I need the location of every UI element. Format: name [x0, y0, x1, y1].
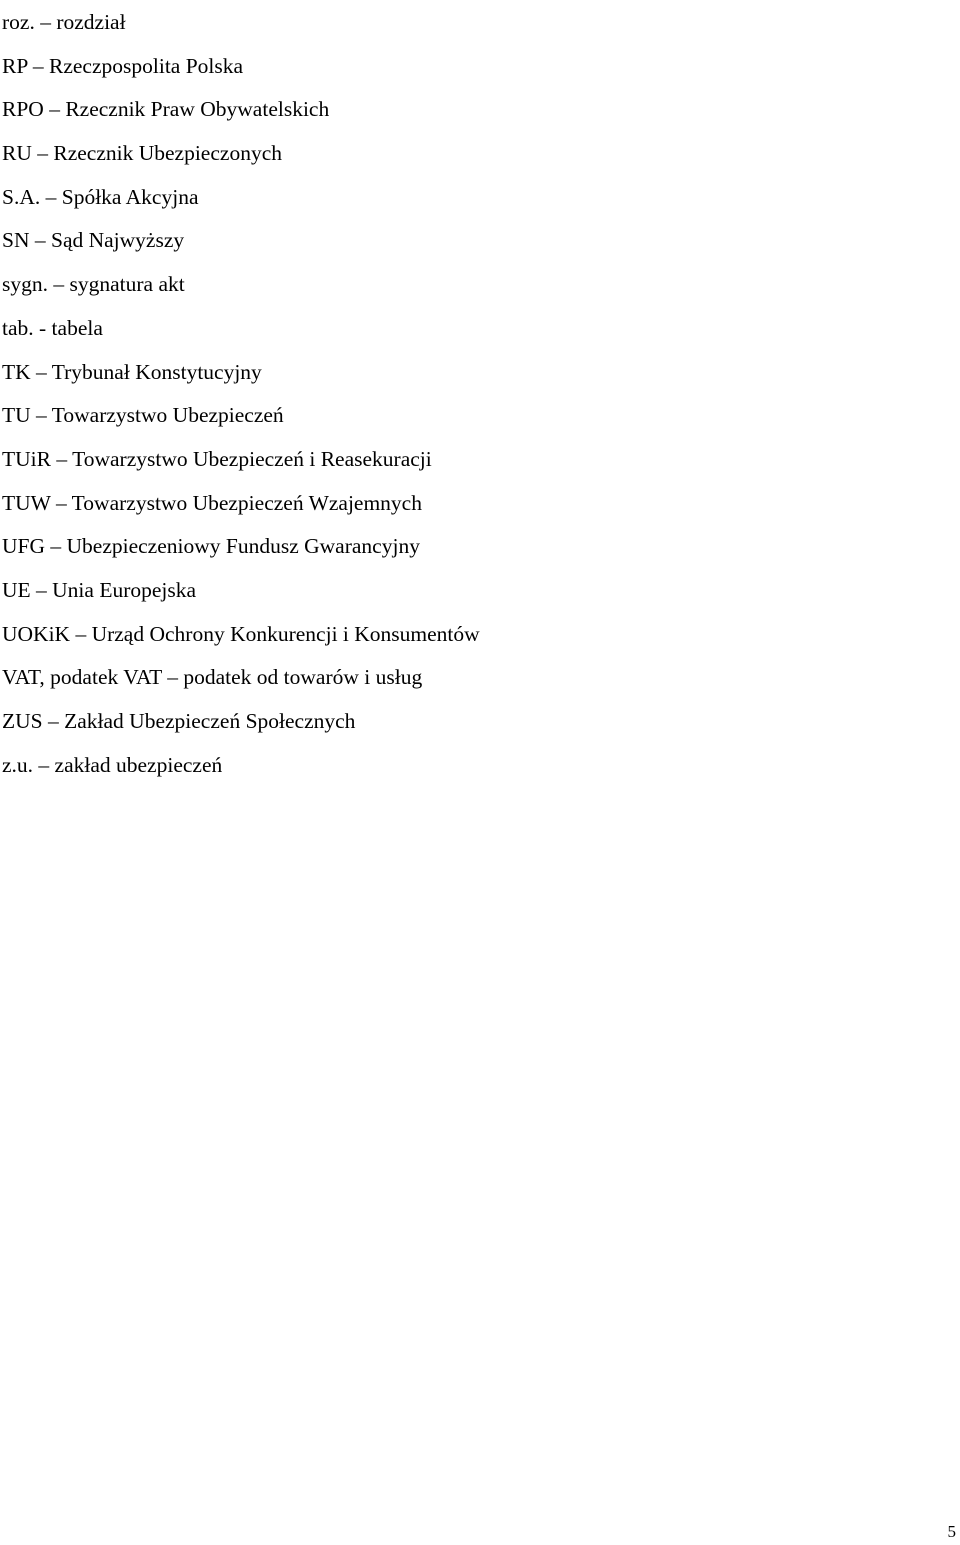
abbreviation-item: RPO – Rzecznik Praw Obywatelskich: [2, 97, 330, 122]
abbreviation-item: S.A. – Spółka Akcyjna: [2, 184, 199, 209]
abbreviation-item: sygn. – sygnatura akt: [2, 272, 185, 297]
abbreviation-item: TK – Trybunał Konstytucyjny: [2, 359, 262, 384]
abbreviation-item: tab. - tabela: [2, 315, 103, 340]
abbreviation-item: TUW – Towarzystwo Ubezpieczeń Wzajemnych: [2, 490, 422, 515]
abbreviation-item: UE – Unia Europejska: [2, 577, 197, 602]
abbreviation-item: UOKiK – Urząd Ochrony Konkurencji i Konsumentów: [2, 621, 480, 646]
abbreviation-item: z.u. – zakład ubezpieczeń: [2, 752, 223, 777]
abbreviation-item: UFG – Ubezpieczeniowy Fundusz Gwarancyjny: [2, 534, 420, 559]
abbreviation-item: RP – Rzeczpospolita Polska: [2, 53, 244, 78]
abbreviation-item: VAT, podatek VAT – podatek od towarów i usług: [2, 665, 423, 690]
abbreviation-list: [2, 1, 480, 787]
abbreviation-item: roz. – rozdział: [2, 10, 126, 34]
abbreviation-item: TU – Towarzystwo Ubezpieczeń: [2, 403, 284, 428]
page-number: 5: [947, 1522, 956, 1541]
abbreviation-item: SN – Sąd Najwyższy: [2, 228, 185, 253]
abbreviation-item: TUiR – Towarzystwo Ubezpieczeń i Reasekuracji: [2, 446, 432, 471]
abbreviation-item: ZUS – Zakład Ubezpieczeń Społecznych: [2, 709, 356, 733]
abbreviation-item: RU – Rzecznik Ubezpieczonych: [2, 141, 282, 166]
